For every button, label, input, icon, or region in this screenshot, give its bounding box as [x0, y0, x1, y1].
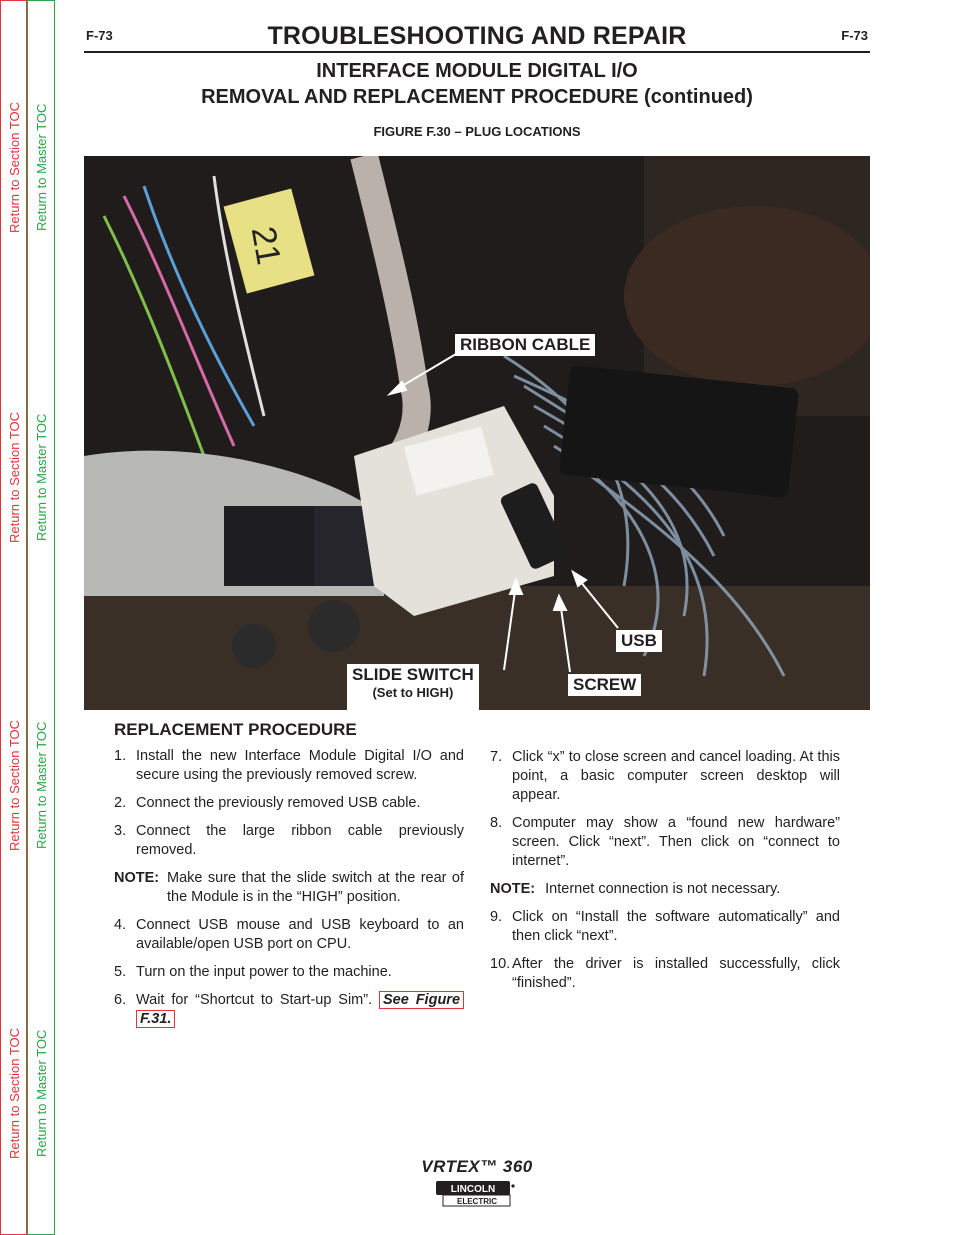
ribbon-cable-callout: RIBBON CABLE [455, 334, 595, 356]
list-item: 5. Turn on the input power to the machine. [114, 964, 392, 980]
return-to-master-toc-link[interactable]: Return to Master TOC [34, 413, 49, 541]
slide-switch-label: SLIDE SWITCH [352, 665, 474, 684]
return-to-master-toc-link[interactable]: Return to Master TOC [34, 721, 49, 849]
page-title: TROUBLESHOOTING AND REPAIR [267, 22, 687, 50]
svg-text:ELECTRIC: ELECTRIC [457, 1197, 497, 1206]
see-figure-link[interactable]: See Figure [379, 991, 464, 1009]
note [114, 869, 464, 907]
photo-illustration [84, 156, 870, 710]
list-item: 3. Connect the large ribbon cable previously removed. [114, 823, 464, 858]
section-toc-strip [0, 0, 27, 1235]
lincoln-electric-logo [435, 1180, 515, 1208]
page-number-left: F-73 [86, 28, 113, 43]
note [490, 880, 840, 899]
note-label: NOTE: [114, 870, 160, 886]
section-heading: REPLACEMENT PROCEDURE [114, 720, 357, 739]
screw-callout: SCREW [568, 674, 641, 696]
list-item: 10. After the driver is installed successfully, click “finished”. [490, 956, 840, 991]
return-to-master-toc-link[interactable]: Return to Master TOC [34, 1029, 49, 1157]
return-to-section-toc-link[interactable]: Return to Section TOC [7, 719, 22, 851]
list-item: 9. Click on “Install the software automatically” and then click “next”. [490, 909, 840, 944]
section-subtitle-2: REMOVAL AND REPLACEMENT PROCEDURE (continued) [201, 86, 753, 108]
page-number-right: F-73 [841, 28, 868, 43]
list-item: 6. Wait for “Shortcut to Start-up Sim”. See Figure F.31. [114, 991, 464, 1029]
master-toc-strip [27, 0, 55, 1235]
return-to-section-toc-link[interactable]: Return to Section TOC [7, 1027, 22, 1159]
svg-text:LINCOLN: LINCOLN [450, 1184, 496, 1195]
slide-switch-sublabel: (Set to HIGH) [372, 685, 454, 700]
list-item: 2. Connect the previously removed USB cable. [114, 795, 421, 811]
note-text: Internet connection is not necessary. [545, 881, 781, 897]
note-text: Make sure that the slide switch at the rear of the Module is in the “HIGH” position. [167, 870, 464, 905]
figure-caption: FIGURE F.30 – PLUG LOCATIONS [373, 124, 581, 139]
procedure-left-column [114, 720, 464, 1038]
see-figure-link-cont[interactable]: F.31. [136, 1010, 175, 1028]
return-to-master-toc-link[interactable]: Return to Master TOC [34, 103, 49, 231]
list-item: 8. Computer may show a “found new hardware” screen. Click “next”. Then click on “connect to internet”. [490, 815, 840, 869]
list-item: 1. Install the new Interface Module Digital I/O and secure using the previously removed screw. [114, 748, 464, 783]
photo-tag-text: 21 [243, 223, 288, 268]
product-model: VRTEX™ 360 [421, 1157, 533, 1176]
procedure-right-column [490, 748, 840, 1002]
usb-callout: USB [616, 630, 662, 652]
return-to-section-toc-link[interactable]: Return to Section TOC [7, 411, 22, 543]
return-to-section-toc-link[interactable]: Return to Section TOC [7, 101, 22, 233]
list-item: 7. Click “x” to close screen and cancel loading. At this point, a basic computer screen desktop will appear. [490, 749, 840, 803]
slide-switch-callout [347, 664, 479, 710]
section-subtitle-1: INTERFACE MODULE DIGITAL I/O [316, 60, 638, 82]
plug-locations-photo [84, 156, 870, 710]
header-divider [84, 51, 870, 53]
note-label: NOTE: [490, 881, 536, 897]
list-item: 4. Connect USB mouse and USB keyboard to an available/open USB port on CPU. [114, 917, 464, 952]
